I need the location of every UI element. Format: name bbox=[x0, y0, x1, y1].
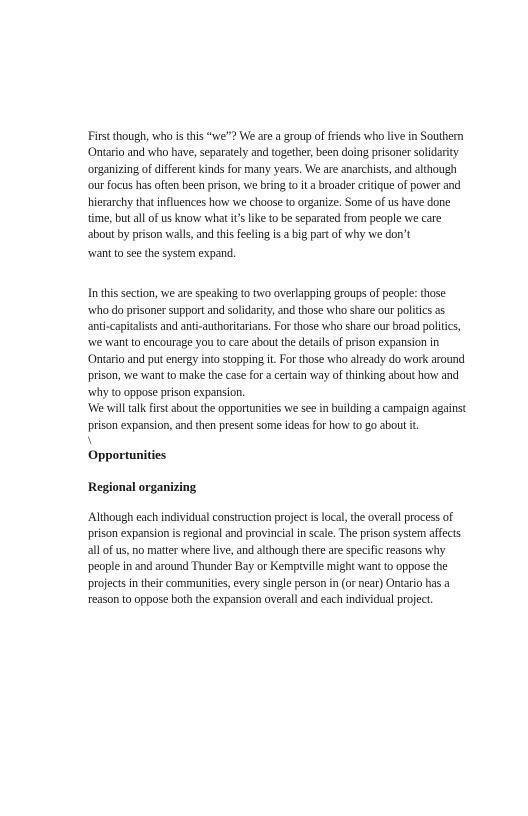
paragraph-who-we-are bbox=[88, 128, 468, 261]
document-page bbox=[88, 128, 468, 607]
paragraph-who-we-are-last-line: want to see the system expand. bbox=[88, 245, 236, 260]
paragraph-overview: We will talk first about the opportunities we see in building a campaign against prison expansion, and then present some ideas for how to go about it. bbox=[88, 401, 466, 432]
paragraph-who-we-are-body: First though, who is this “we”? We are a group of friends who live in Southern Ontario and who have, separately and together, been doing prisoner solidarity organizing of different kinds for many years. We are anarchists, and although our focus has often been prison, we bring to it a broader critique of power and hierarchy that influences how we choose to organize. Some of us have done time, but all of us know what it’s like to be separated from people we care about by prison walls, and this feeling is a big part of why we don’t bbox=[88, 129, 464, 242]
paragraph-regional-scale: Although each individual construction project is local, the overall process of prison expansion is regional and provincial in scale. The prison system affects all of us, no matter where live, and although there are specific reasons why people in and around Thunder Bay or Kemptville might want to oppose the projects in their communities, every single person in (or near) Ontario has a reason to oppose both the expansion overall and each individual project. bbox=[88, 509, 461, 606]
stray-backslash-mark: \ bbox=[88, 432, 92, 447]
subheading-regional-organizing: Regional organizing bbox=[88, 479, 197, 494]
paragraph-audience: In this section, we are speaking to two overlapping groups of people: those who do prisoner support and solidarity, and those who share our politics as anti-capitalists and anti-authoritarians. For those who share our broad politics, we want to encourage you to care about the details of prison expansion in Ontario and put energy into stopping it. For those who already do work around prison, we want to make the case for a certain way of thinking about how and why to oppose prison expansion. bbox=[88, 286, 465, 399]
section-heading-opportunities: Opportunities bbox=[88, 446, 167, 462]
